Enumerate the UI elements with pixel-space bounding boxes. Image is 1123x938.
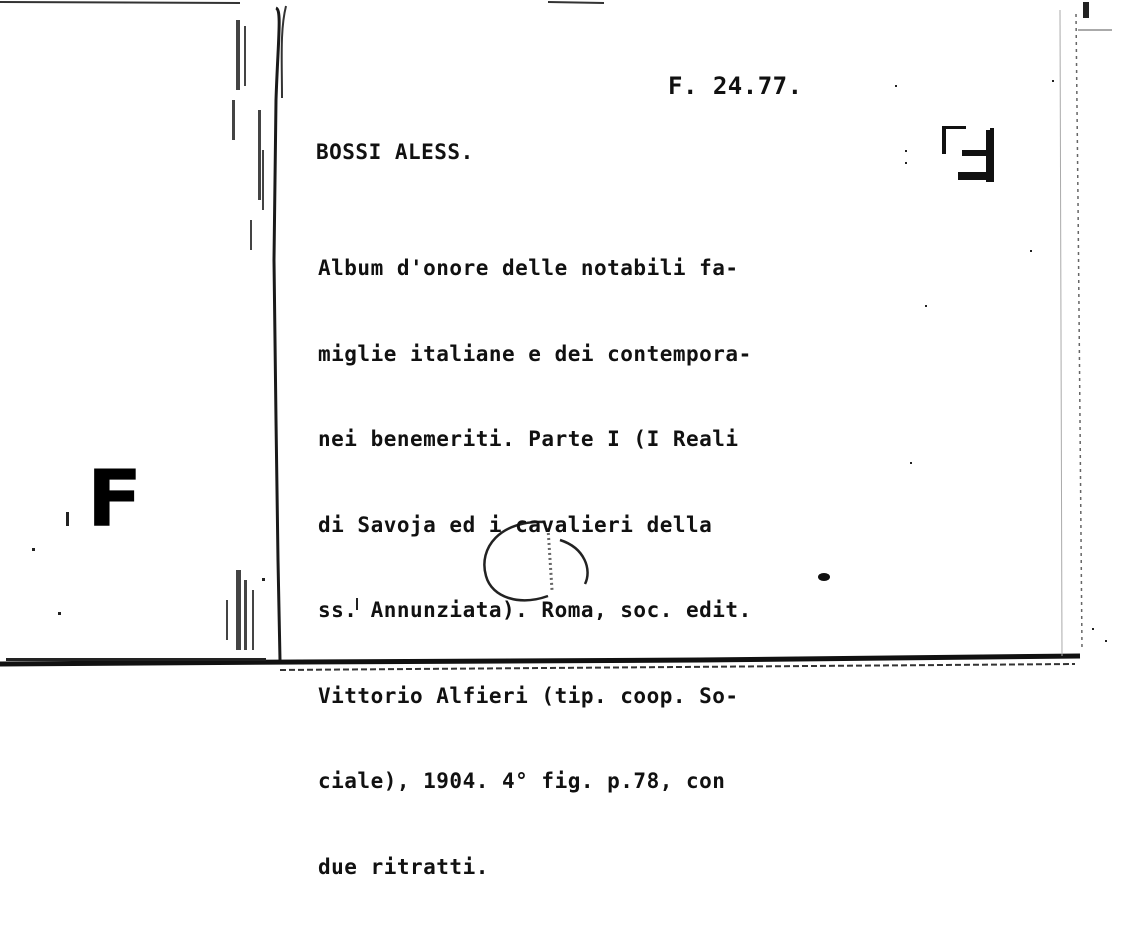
left-edge-speckle	[226, 20, 264, 650]
author-heading: BOSSI ALESS.	[316, 140, 474, 164]
ink-dot	[818, 573, 830, 581]
entry-line: Album d'onore delle notabili fa-	[318, 256, 739, 280]
entry-line: ss. Annunziata). Roma, soc. edit.	[318, 598, 752, 622]
entry-line: nei benemeriti. Parte I (I Reali	[318, 427, 739, 451]
card-left-edge-inner	[282, 6, 286, 98]
stamp-mark	[942, 126, 994, 182]
card-left-edge	[274, 8, 280, 660]
bibliographic-entry	[318, 197, 752, 938]
entry-line: miglie italiane e dei contempora-	[318, 341, 752, 366]
corner-marker	[1083, 2, 1089, 18]
entry-line: Vittorio Alfieri (tip. coop. So-	[318, 683, 739, 708]
entry-line: di Savoja ed i cavalieri della	[318, 512, 713, 537]
card-right-edge-dark	[1060, 10, 1062, 656]
shelfmark: F. 24.77.	[668, 72, 803, 100]
card-top-edge	[0, 2, 604, 3]
card-right-edge	[1076, 14, 1082, 650]
margin-letter: F	[86, 455, 143, 545]
entry-line: ciale), 1904. 4° fig. p.78, con	[318, 769, 726, 793]
entry-line: due ritratti.	[318, 854, 489, 879]
